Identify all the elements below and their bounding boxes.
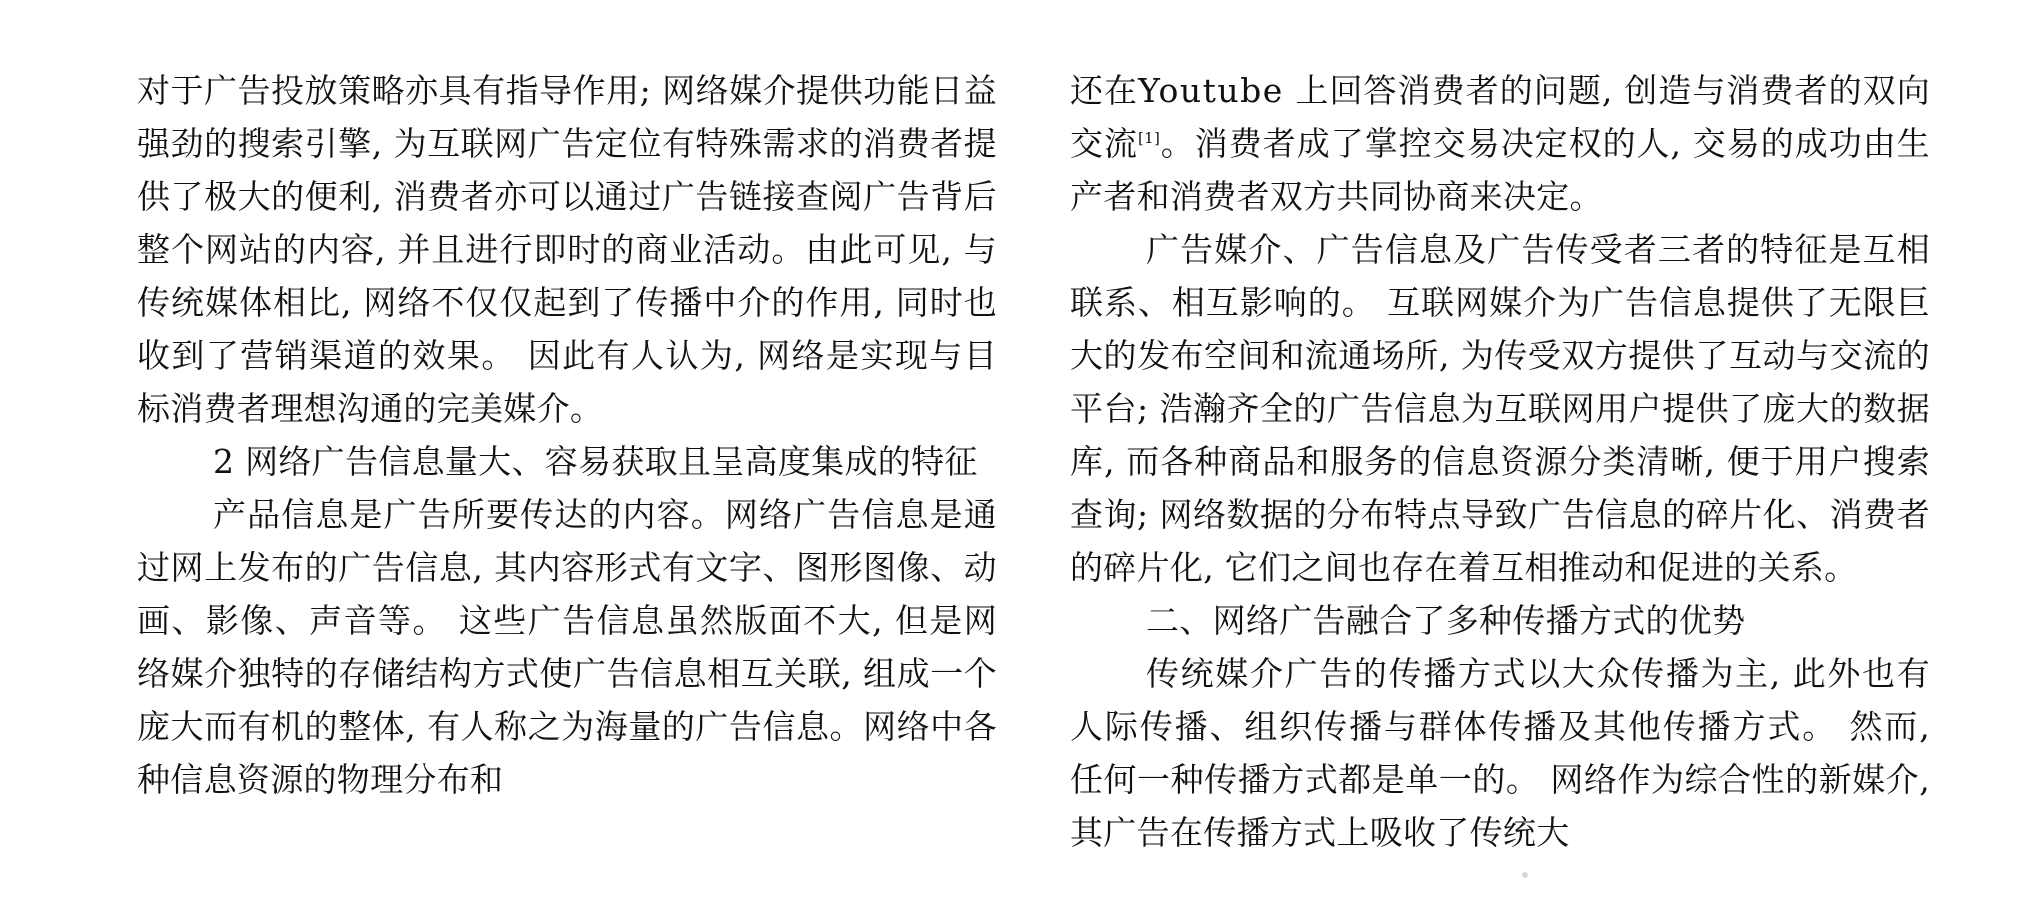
right-paragraph-1-text-b: 上回答消费者的问题, 创造与消费者的双向交流	[1070, 71, 1930, 163]
left-column	[137, 64, 997, 806]
right-paragraph-1-text-c: 。消费者成了掌控交易决定权的人, 交易的成功由生产者和消费者双方共同协商来决定。	[1070, 124, 1930, 216]
left-section-heading-2: 2 网络广告信息量大、容易获取且呈高度集成的特征	[213, 442, 978, 481]
left-paragraph-1: 对于广告投放策略亦具有指导作用; 网络媒介提供功能日益强劲的搜索引擎, 为互联网广告定位有特殊需求的消费者提供了极大的便利, 消费者亦可以通过广告链接查阅广告背后整个网站的内容, 并且进行即时的商业活动。由此可见, 与传统媒体相比, 网络不仅仅起到了传播中介的作用, 同时也收到了营销渠道的效果。 因此有人认为, 网络是实现与目标消费者理想沟通的完美媒介。	[137, 71, 997, 428]
left-paragraph-2: 产品信息是广告所要传达的内容。网络广告信息是通过网上发布的广告信息, 其内容形式有文字、图形图像、动画、影像、声音等。 这些广告信息虽然版面不大, 但是网络媒介独特的存储结构方式使广告信息相互关联, 组成一个庞大而有机的整体, 有人称之为海量的广告信息。网络中各种信息资源的物理分布和	[137, 495, 997, 799]
right-paragraph-1	[1070, 64, 1930, 223]
scan-dot	[1522, 872, 1528, 878]
right-paragraph-1-text-a: 还在	[1070, 71, 1139, 110]
youtube-word: Youtube	[1138, 71, 1284, 110]
right-section-heading: 二、网络广告融合了多种传播方式的优势	[1146, 601, 1746, 640]
right-column	[1070, 64, 1930, 859]
citation-reference: [1]	[1137, 129, 1161, 147]
right-paragraph-3: 传统媒介广告的传播方式以大众传播为主, 此外也有人际传播、组织传播与群体传播及其他传播方式。 然而, 任何一种传播方式都是单一的。 网络作为综合性的新媒介, 其广告在传播方式上吸收了传统大	[1070, 654, 1930, 852]
right-paragraph-2: 广告媒介、广告信息及广告传受者三者的特征是互相联系、相互影响的。 互联网媒介为广告信息提供了无限巨大的发布空间和流通场所, 为传受双方提供了互动与交流的平台; 浩瀚齐全的广告信息为互联网用户提供了庞大的数据库, 而各种商品和服务的信息资源分类清晰, 便于用户搜索查询; 网络数据的分布特点导致广告信息的碎片化、消费者的碎片化, 它们之间也存在着互相推动和促进的关系。	[1070, 230, 1930, 587]
